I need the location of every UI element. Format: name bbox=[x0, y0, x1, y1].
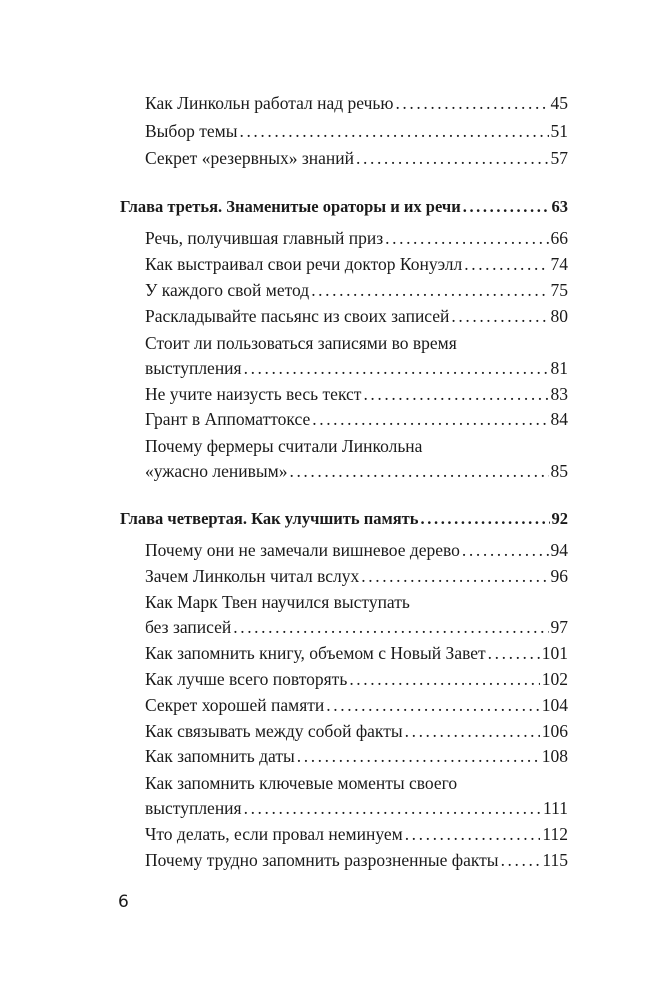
toc-entry bbox=[145, 277, 568, 303]
entry-page: 101 bbox=[541, 643, 568, 663]
entry-title: Не учите наизусть весь текст bbox=[145, 384, 362, 404]
toc-entry bbox=[145, 718, 568, 744]
toc-entry bbox=[145, 303, 568, 329]
toc-entry bbox=[145, 847, 568, 873]
toc-entry bbox=[145, 355, 568, 381]
dot-leader bbox=[297, 743, 540, 769]
entry-title: У каждого свой метод bbox=[145, 280, 310, 300]
entry-title: Секрет «резервных» знаний bbox=[145, 148, 355, 168]
entry-page: 102 bbox=[541, 669, 568, 689]
entry-title: «ужасно ленивым» bbox=[145, 461, 288, 481]
toc-entry bbox=[145, 692, 568, 718]
entry-title: Как запомнить даты bbox=[145, 746, 295, 766]
dot-leader bbox=[463, 194, 550, 220]
entry-title-line: Как запомнить ключевые моменты своего bbox=[145, 773, 458, 793]
entry-title: Зачем Линкольн читал вслух bbox=[145, 566, 360, 586]
toc-entry bbox=[145, 563, 568, 589]
entry-title: Речь, получившая главный приз bbox=[145, 228, 384, 248]
entry-title-line: Как Марк Твен научился выступать bbox=[145, 592, 410, 612]
toc-entry bbox=[145, 821, 568, 847]
entry-page: 57 bbox=[550, 148, 568, 168]
dot-leader bbox=[239, 118, 548, 144]
entry-page: 96 bbox=[550, 566, 568, 586]
entry-page: 74 bbox=[550, 254, 568, 274]
entry-title: выступления bbox=[145, 358, 242, 378]
toc-entry bbox=[145, 381, 568, 407]
toc-entry bbox=[145, 537, 568, 563]
entry-page: 104 bbox=[541, 695, 568, 715]
dot-leader bbox=[421, 506, 550, 532]
entry-title: Что делать, если провал неминуем bbox=[145, 824, 403, 844]
entry-page: 75 bbox=[550, 280, 568, 300]
entry-title: Выбор темы bbox=[145, 121, 238, 141]
toc-entry bbox=[145, 614, 568, 640]
page-number: 6 bbox=[118, 892, 129, 912]
entry-title: Как Линкольн работал над речью bbox=[145, 93, 394, 113]
entry-page: 97 bbox=[550, 617, 568, 637]
entry-title-line: Почему фермеры считали Линкольна bbox=[145, 436, 423, 456]
entry-page: 94 bbox=[550, 540, 568, 560]
toc-entry bbox=[145, 406, 568, 432]
dot-leader bbox=[501, 847, 541, 873]
dot-leader bbox=[464, 251, 548, 277]
entry-title: Секрет хорошей памяти bbox=[145, 695, 325, 715]
entry-page: 84 bbox=[550, 409, 568, 429]
dot-leader bbox=[405, 718, 540, 744]
toc-entry bbox=[145, 795, 568, 821]
entry-title: Почему они не замечали вишневое дерево bbox=[145, 540, 460, 560]
entry-page: 45 bbox=[550, 93, 568, 113]
entry-title-line: Стоит ли пользоваться записями во время bbox=[145, 333, 457, 353]
toc-entry bbox=[145, 118, 568, 144]
chapter-page: 63 bbox=[551, 197, 568, 216]
dot-leader bbox=[349, 666, 539, 692]
entry-title: Как выстраивал свои речи доктор Конуэлл bbox=[145, 254, 463, 274]
toc-entry bbox=[145, 666, 568, 692]
entry-page: 106 bbox=[541, 721, 568, 741]
dot-leader bbox=[405, 821, 541, 847]
dot-leader bbox=[488, 640, 540, 666]
entry-title: Раскладывайте пасьянс из своих записей bbox=[145, 306, 450, 326]
entry-title: Грант в Аппоматтоксе bbox=[145, 409, 311, 429]
entry-page: 80 bbox=[550, 306, 568, 326]
toc-entry bbox=[145, 743, 568, 769]
entry-title: Как запомнить книгу, объемом с Новый Завет bbox=[145, 643, 486, 663]
chapter-title: Глава третья. Знаменитые ораторы и их речи bbox=[120, 197, 461, 216]
dot-leader bbox=[311, 277, 548, 303]
dot-leader bbox=[233, 614, 548, 640]
entry-page: 108 bbox=[541, 746, 568, 766]
entry-title: Как связывать между собой факты bbox=[145, 721, 403, 741]
toc-entry bbox=[145, 145, 568, 171]
entry-title: Как лучше всего повторять bbox=[145, 669, 348, 689]
entry-title: Почему трудно запомнить разрозненные факты bbox=[145, 850, 499, 870]
entry-title: выступления bbox=[145, 798, 242, 818]
chapter-heading bbox=[120, 194, 568, 220]
dot-leader bbox=[385, 225, 548, 251]
chapter-title: Глава четвертая. Как улучшить память bbox=[120, 509, 419, 528]
dot-leader bbox=[363, 381, 548, 407]
entry-page: 83 bbox=[550, 384, 568, 404]
entry-page: 51 bbox=[550, 121, 568, 141]
dot-leader bbox=[312, 406, 548, 432]
dot-leader bbox=[395, 90, 548, 116]
entry-page: 81 bbox=[550, 358, 568, 378]
chapter-heading bbox=[120, 506, 568, 532]
entry-title: без записей bbox=[145, 617, 232, 637]
chapter-page: 92 bbox=[551, 509, 568, 528]
dot-leader bbox=[356, 145, 548, 171]
dot-leader bbox=[244, 355, 549, 381]
dot-leader bbox=[462, 537, 549, 563]
entry-page: 85 bbox=[550, 461, 568, 481]
entry-page: 66 bbox=[550, 228, 568, 248]
dot-leader bbox=[451, 303, 548, 329]
entry-page: 115 bbox=[542, 850, 568, 870]
entry-page: 111 bbox=[543, 798, 568, 818]
toc-entry bbox=[145, 90, 568, 116]
toc-entry bbox=[145, 640, 568, 666]
toc-entry bbox=[145, 458, 568, 484]
toc-entry bbox=[145, 225, 568, 251]
dot-leader bbox=[361, 563, 548, 589]
dot-leader bbox=[326, 692, 539, 718]
dot-leader bbox=[289, 458, 548, 484]
entry-page: 112 bbox=[542, 824, 568, 844]
dot-leader bbox=[244, 795, 541, 821]
toc-entry bbox=[145, 251, 568, 277]
